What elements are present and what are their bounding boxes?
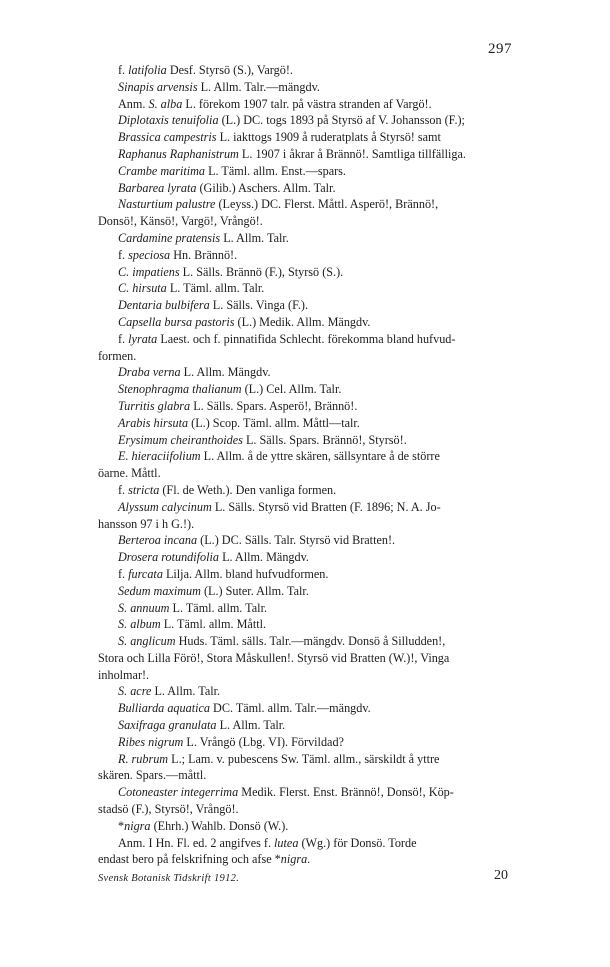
line-text: endast bero på felskrifning och afse *: [98, 852, 281, 867]
taxon-name: Barbarea lyrata: [118, 180, 197, 195]
line-text: .: [307, 852, 311, 867]
text-line: [98, 415, 508, 432]
line-text: L. Allm. Talr.: [220, 230, 289, 245]
text-line: [98, 734, 508, 751]
line-text: (Leyss.) DC. Flerst. Måttl. Asperö!, Brännö!,: [215, 197, 439, 212]
line-text: (L.) Cel. Allm. Talr.: [241, 382, 342, 397]
text-line: [98, 314, 508, 331]
line-text: f.: [118, 331, 129, 346]
line-text: (L.) DC. togs 1893 på Styrsö af V. Johansson (F.);: [218, 113, 465, 128]
text-line: [98, 163, 508, 180]
taxon-name: nigra: [280, 852, 308, 867]
line-text: f.: [118, 566, 129, 581]
line-text: DC. Täml. allm. Talr.—mängdv.: [209, 701, 371, 716]
text-line: [98, 616, 508, 633]
taxon-name: S. annuum: [118, 600, 170, 615]
text-line: [98, 79, 508, 96]
signature-mark: 20: [494, 868, 508, 883]
line-text: skären. Spars.—måttl.: [98, 768, 207, 783]
line-text: L. Täml. allm. Måttl.: [160, 617, 267, 632]
taxon-name: S. alba: [148, 96, 183, 111]
line-text: (L.) DC. Sälls. Talr. Styrsö vid Bratten!.: [197, 533, 396, 548]
line-text: L. Allm. å de yttre skären, sällsyntare å de större: [200, 449, 440, 464]
line-text: stadsö (F.), Styrsö!, Vrångö!.: [98, 802, 239, 817]
taxon-name: Sinapis arvensis: [118, 79, 198, 94]
taxon-name: Cardamine pratensis: [118, 230, 221, 245]
taxon-name: S. album: [118, 617, 161, 632]
text-line: [98, 432, 508, 449]
line-text: L. Sälls. Brännö (F.), Styrsö (S.).: [179, 264, 344, 279]
line-text: Hn. Brännö!.: [170, 247, 238, 262]
text-line: [98, 784, 508, 801]
text-line: [98, 532, 508, 549]
text-line: [98, 331, 508, 348]
text-line: [98, 516, 508, 533]
taxon-name: Ribes nigrum: [118, 734, 184, 749]
text-line: [98, 549, 508, 566]
taxon-name: stricta: [128, 482, 160, 497]
text-line: [98, 297, 508, 314]
line-text: Anm. I Hn. Fl. ed. 2 angifves f.: [118, 835, 275, 850]
line-text: *: [118, 818, 125, 833]
line-text: L. Allm. Mängdv.: [180, 365, 271, 380]
text-line: [98, 112, 508, 129]
line-text: f.: [118, 482, 129, 497]
text-line: [98, 381, 508, 398]
text-line: [98, 146, 508, 163]
taxon-name: C. impatiens: [118, 264, 180, 279]
text-line: [98, 364, 508, 381]
taxon-name: Alyssum calycinum: [118, 499, 212, 514]
text-line: [98, 129, 508, 146]
text-line: [98, 818, 508, 835]
line-text: f.: [118, 63, 129, 77]
text-line: [98, 600, 508, 617]
line-text: L. Täml. allm. Talr.: [169, 600, 268, 615]
taxon-name: lyrata: [128, 331, 158, 346]
line-text: Desf. Styrsö (S.), Vargö!.: [166, 63, 293, 77]
taxon-name: Berteroa incana: [118, 533, 198, 548]
taxon-name: Dentaria bulbifera: [118, 298, 210, 313]
taxon-name: furcata: [128, 566, 163, 581]
line-text: Donsö!, Känsö!, Vargö!, Vrångö!.: [98, 214, 263, 229]
text-line: [98, 398, 508, 415]
taxon-name: Raphanus Raphanistrum: [118, 146, 239, 161]
taxon-name: Cotoneaster integerrima: [118, 785, 239, 800]
text-line: [98, 62, 508, 79]
page-number: 297: [488, 41, 512, 57]
taxon-name: Brassica campestris: [118, 130, 217, 145]
line-text: L. Sälls. Spars. Brännö!, Styrsö!.: [242, 432, 407, 447]
line-text: L. Allm. Talr.: [151, 684, 221, 699]
taxon-name: nigra: [124, 818, 151, 833]
line-text: (Wg.) för Donsö. Torde: [298, 835, 417, 850]
line-text: hansson 97 i h G.!).: [98, 516, 195, 531]
text-line: [98, 247, 508, 264]
line-text: (L.) Suter. Allm. Talr.: [200, 583, 309, 598]
line-text: (L.) Medik. Allm. Mängdv.: [234, 314, 371, 329]
text-line: [98, 180, 508, 197]
taxon-name: Stenophragma thalianum: [118, 382, 242, 397]
taxon-name: latifolia: [128, 63, 167, 77]
body-text: [98, 62, 508, 868]
taxon-name: Drosera rotundifolia: [118, 550, 220, 565]
text-line: [98, 348, 508, 365]
journal-name: Svensk Botanisk Tidskrift 1912.: [98, 873, 240, 884]
line-text: L. Sälls. Spars. Asperö!, Brännö!.: [190, 398, 358, 413]
taxon-name: lutea: [274, 835, 299, 850]
line-text: Lilja. Allm. bland hufvudformen.: [162, 566, 329, 581]
line-text: Anm.: [118, 96, 149, 111]
line-text: L. iakttogs 1909 å ruderatplats å Styrsö! samt: [216, 130, 441, 145]
text-line: [98, 213, 508, 230]
taxon-name: Saxifraga granulata: [118, 718, 217, 733]
taxon-name: Bulliarda aquatica: [118, 701, 210, 716]
taxon-name: Erysimum cheiranthoides: [118, 432, 243, 447]
text-line: [98, 448, 508, 465]
line-text: (Fl. de Weth.). Den vanliga formen.: [159, 482, 337, 497]
line-text: f.: [118, 247, 129, 262]
line-text: öarne. Måttl.: [98, 466, 161, 481]
taxon-name: Nasturtium palustre: [118, 197, 216, 212]
text-line: [98, 801, 508, 818]
taxon-name: S. acre: [118, 684, 152, 699]
line-text: Huds. Täml. sälls. Talr.—mängdv. Donsö å Silludden!,: [175, 634, 446, 649]
text-line: [98, 196, 508, 213]
line-text: L. Täml. allm. Talr.: [166, 281, 265, 296]
text-line: [98, 499, 508, 516]
taxon-name: Draba verna: [118, 365, 181, 380]
line-text: L. Täml. allm. Enst.—spars.: [205, 163, 346, 178]
footer: [98, 868, 508, 884]
line-text: L. 1907 i åkrar å Brännö!. Samtliga tillfälliga.: [238, 146, 466, 161]
text-line: [98, 835, 508, 852]
line-text: L. Sälls. Styrsö vid Bratten (F. 1896; N. A. Jo-: [211, 499, 441, 514]
line-text: L.; Lam. v. pubescens Sw. Täml. allm., särskildt å yttre: [168, 751, 440, 766]
text-line: [98, 633, 508, 650]
line-text: (L.) Scop. Täml. allm. Måttl—talr.: [188, 415, 360, 430]
line-text: L. Allm. Talr.: [216, 718, 286, 733]
line-text: L. Sälls. Vinga (F.).: [209, 298, 309, 313]
line-text: formen.: [98, 348, 137, 363]
taxon-name: Sedum maximum: [118, 583, 201, 598]
taxon-name: Turritis glabra: [118, 398, 191, 413]
line-text: inholmar!.: [98, 667, 150, 682]
text-line: [98, 683, 508, 700]
line-text: (Gilib.) Aschers. Allm. Talr.: [196, 180, 336, 195]
text-line: [98, 264, 508, 281]
line-text: L. Vrångö (Lbg. VI). Förvildad?: [183, 734, 344, 749]
taxon-name: E. hieraciifolium: [118, 449, 201, 464]
line-text: L. förekom 1907 talr. på västra stranden af Vargö!.: [182, 96, 432, 111]
text-line: [98, 751, 508, 768]
text-line: [98, 96, 508, 113]
line-text: Medik. Flerst. Enst. Brännö!, Donsö!, Köp-: [238, 785, 454, 800]
text-line: [98, 700, 508, 717]
taxon-name: Diplotaxis tenuifolia: [118, 113, 219, 128]
taxon-name: Crambe maritima: [118, 163, 206, 178]
text-line: [98, 566, 508, 583]
text-line: [98, 717, 508, 734]
taxon-name: S. anglicum: [118, 634, 176, 649]
text-line: [98, 465, 508, 482]
text-line: [98, 667, 508, 684]
text-line: [98, 280, 508, 297]
text-line: [98, 767, 508, 784]
taxon-name: Capsella bursa pastoris: [118, 314, 235, 329]
text-line: [98, 851, 508, 868]
line-text: Stora och Lilla Förö!, Stora Måskullen!. Styrsö vid Bratten (W.)!, Vinga: [98, 650, 450, 665]
line-text: Laest. och f. pinnatifida Schlecht. förekomma bland hufvud-: [157, 331, 456, 346]
taxon-name: C. hirsuta: [118, 281, 167, 296]
line-text: (Ehrh.) Wahlb. Donsö (W.).: [150, 818, 289, 833]
text-line: [98, 583, 508, 600]
text-line: [98, 650, 508, 667]
text-line: [98, 482, 508, 499]
taxon-name: speciosa: [128, 247, 171, 262]
taxon-name: Arabis hirsuta: [118, 415, 189, 430]
line-text: L. Allm. Talr.—mängdv.: [197, 79, 320, 94]
text-line: [98, 230, 508, 247]
line-text: L. Allm. Mängdv.: [219, 550, 309, 565]
taxon-name: R. rubrum: [118, 751, 169, 766]
